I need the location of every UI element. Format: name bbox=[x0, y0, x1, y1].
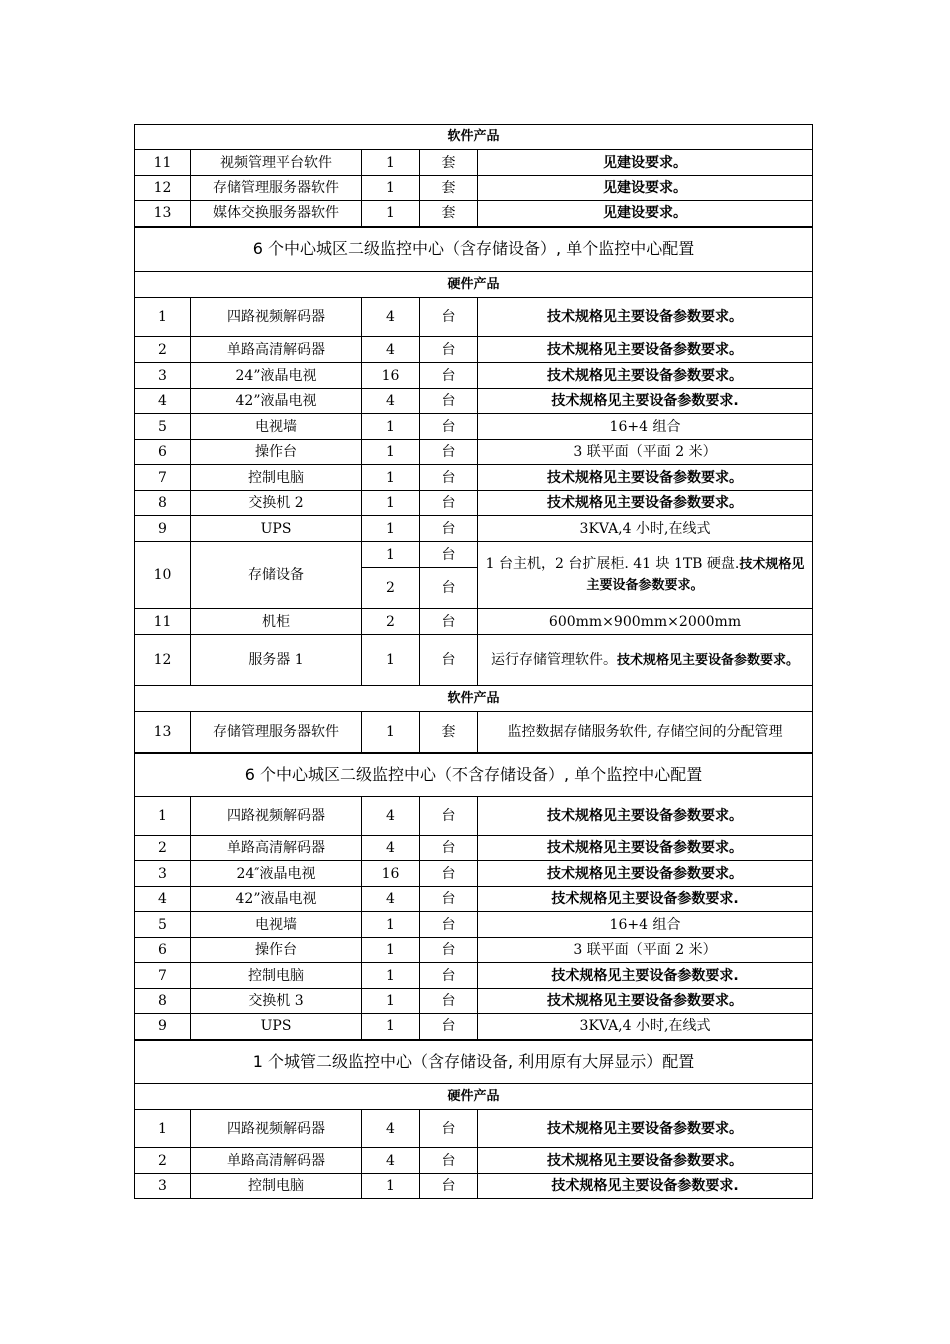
table-row: 6 操作台 1 台 3 联平面（平面 2 米） bbox=[135, 938, 813, 963]
section-header-software: 软件产品 bbox=[135, 125, 813, 150]
server-description: 运行存储管理软件。技术规格见主要设备参数要求。 bbox=[478, 635, 813, 686]
table-row: 3 控制电脑 1 台 技术规格见主要设备参数要求. bbox=[135, 1174, 813, 1199]
table-row: 10 存储设备 1 台 1 台主机，2 台扩展柜. 41 块 1TB 硬盘.技术规格见主要设备参数要求。 bbox=[135, 542, 813, 568]
table-row: 13 存储管理服务器软件 1 套 监控数据存储服务软件, 存储空间的分配管理 bbox=[135, 712, 813, 753]
table-row: 11 机柜 2 台 600mm×900mm×2000mm bbox=[135, 609, 813, 635]
table-row: 11 视频管理平台软件 1 套 见建设要求。 bbox=[135, 150, 813, 176]
table-row: 7 控制电脑 1 台 技术规格见主要设备参数要求。 bbox=[135, 465, 813, 491]
table-row: 2 单路高清解码器 4 台 技术规格见主要设备参数要求。 bbox=[135, 1148, 813, 1174]
table-row: 8 交换机 2 1 台 技术规格见主要设备参数要求。 bbox=[135, 491, 813, 516]
table-row: 2 台 bbox=[135, 568, 813, 609]
table-row: 9 UPS 1 台 3KVA,4 小时,在线式 bbox=[135, 516, 813, 542]
table-row: 5 电视墙 1 台 16+4 组合 bbox=[135, 414, 813, 440]
section-title: 6 个中心城区二级监控中心（含存储设备）, 单个监控中心配置 bbox=[135, 227, 813, 272]
equipment-table bbox=[134, 124, 813, 1199]
table-row: 2 单路高清解码器 4 台 技术规格见主要设备参数要求。 bbox=[135, 836, 813, 861]
section-header-software: 软件产品 bbox=[135, 686, 813, 712]
table-row: 8 交换机 3 1 台 技术规格见主要设备参数要求。 bbox=[135, 989, 813, 1014]
table-row: 9 UPS 1 台 3KVA,4 小时,在线式 bbox=[135, 1014, 813, 1040]
table-row: 1 四路视频解码器 4 台 技术规格见主要设备参数要求。 bbox=[135, 1110, 813, 1148]
table-row: 4 42”液晶电视 4 台 技术规格见主要设备参数要求. bbox=[135, 389, 813, 414]
table-row: 12 存储管理服务器软件 1 套 见建设要求。 bbox=[135, 176, 813, 201]
section-header-hardware: 硬件产品 bbox=[135, 272, 813, 298]
table-row: 3 24″液晶电视 16 台 技术规格见主要设备参数要求。 bbox=[135, 861, 813, 887]
table-row: 13 媒体交换服务器软件 1 套 见建设要求。 bbox=[135, 201, 813, 227]
section-title: 1 个城管二级监控中心（含存储设备, 利用原有大屏显示）配置 bbox=[135, 1040, 813, 1084]
section-title: 6 个中心城区二级监控中心（不含存储设备）, 单个监控中心配置 bbox=[135, 753, 813, 797]
table-row: 12 服务器 1 1 台 运行存储管理软件。技术规格见主要设备参数要求。 bbox=[135, 635, 813, 686]
table-row: 7 控制电脑 1 台 技术规格见主要设备参数要求. bbox=[135, 963, 813, 989]
table-row: 4 42”液晶电视 4 台 技术规格见主要设备参数要求. bbox=[135, 887, 813, 912]
table-row: 6 操作台 1 台 3 联平面（平面 2 米） bbox=[135, 440, 813, 465]
table-row: 5 电视墙 1 台 16+4 组合 bbox=[135, 912, 813, 938]
section-header-hardware: 硬件产品 bbox=[135, 1084, 813, 1110]
storage-description: 1 台主机，2 台扩展柜. 41 块 1TB 硬盘.技术规格见主要设备参数要求。 bbox=[478, 542, 813, 609]
table-row: 1 四路视频解码器 4 台 技术规格见主要设备参数要求。 bbox=[135, 797, 813, 836]
table-row: 2 单路高清解码器 4 台 技术规格见主要设备参数要求。 bbox=[135, 337, 813, 363]
table-row: 3 24”液晶电视 16 台 技术规格见主要设备参数要求。 bbox=[135, 363, 813, 389]
table-row: 1 四路视频解码器 4 台 技术规格见主要设备参数要求。 bbox=[135, 298, 813, 337]
